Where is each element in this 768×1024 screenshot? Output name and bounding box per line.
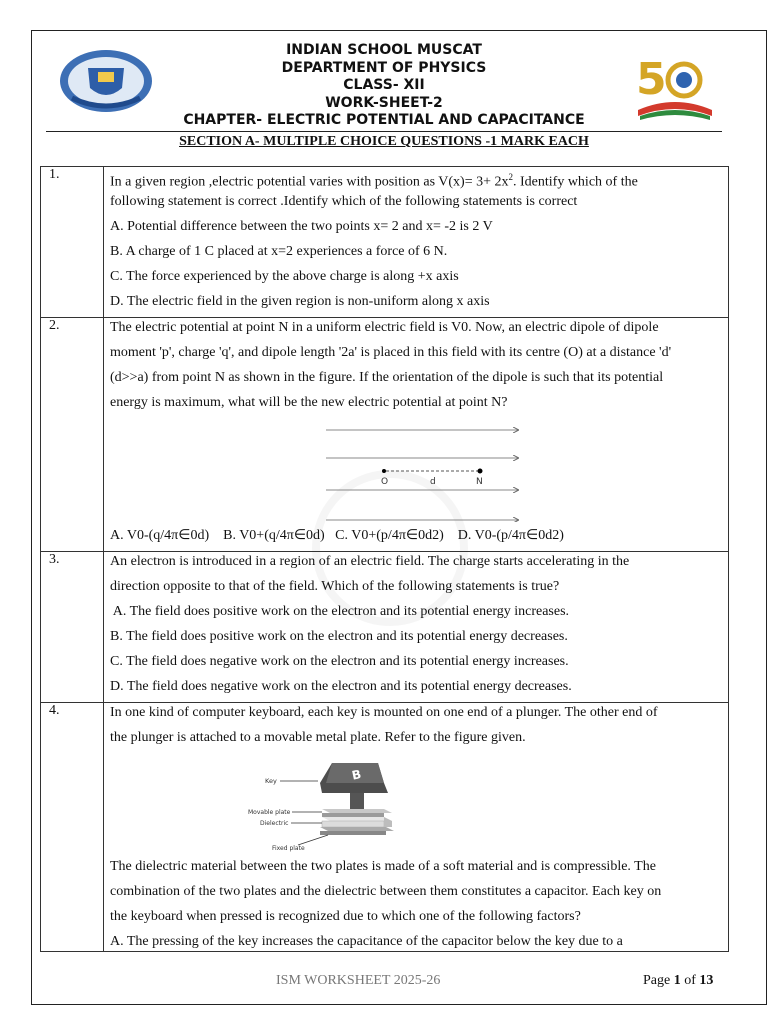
question-number: 4. xyxy=(41,703,104,952)
worksheet-header xyxy=(0,42,768,130)
class-label: CLASS- XII xyxy=(343,77,425,93)
option-c: C. The force experienced by the above charge is along +x axis xyxy=(110,269,459,284)
question-line: The dielectric material between the two plates is made of a soft material and is compressible. The xyxy=(110,859,656,874)
page-total: 13 xyxy=(699,973,714,988)
question-row xyxy=(41,167,729,318)
question-line: The electric potential at point N in a uniform electric field is V0. Now, an electric dipole of dipole xyxy=(110,320,659,335)
plunger xyxy=(350,793,364,809)
dipole-field-figure xyxy=(320,426,530,522)
question-body xyxy=(104,552,729,703)
question-line: In one kind of computer keyboard, each key is mounted on one end of a plunger. The other end of xyxy=(110,705,658,720)
question-row xyxy=(41,318,729,552)
question-number: 1. xyxy=(41,167,104,318)
page-indicator xyxy=(643,973,713,989)
question-line: (d>>a) from point N as shown in the figure. If the orientation of the dipole is such that its potential xyxy=(110,370,664,385)
fixed-plate xyxy=(320,827,394,831)
question-line: the keyboard when pressed is recognized due to which one of the following factors? xyxy=(110,909,581,924)
option-d: D. The field does negative work on the electron and its potential energy decreases. xyxy=(110,679,572,694)
header-divider xyxy=(46,131,722,132)
page-number: 1 xyxy=(673,973,681,988)
question-line: energy is maximum, what will be the new electric potential at point N? xyxy=(110,395,508,410)
question-body xyxy=(104,167,729,318)
page-prefix: Page xyxy=(643,973,674,988)
question-stem-line: following statement is correct .Identify which of the following statements is correct xyxy=(110,194,578,209)
footer-label: ISM WORKSHEET 2025-26 xyxy=(276,973,441,988)
section-title: SECTION A- MULTIPLE CHOICE QUESTIONS -1 MARK EACH xyxy=(179,134,589,149)
question-body xyxy=(104,703,729,952)
question-number: 2. xyxy=(41,318,104,552)
option-a: A. Potential difference between the two points x= 2 and x= -2 is 2 V xyxy=(110,219,493,234)
option-b: B. The field does positive work on the electron and its potential energy decreases. xyxy=(110,629,568,644)
label-o: O xyxy=(381,477,389,487)
key-letter: B xyxy=(350,767,363,783)
label-movable-plate: Movable plate xyxy=(248,809,291,816)
stem-superscript: 2 xyxy=(508,172,513,182)
point-n xyxy=(478,469,483,474)
question-body xyxy=(104,318,729,552)
keyboard-capacitor-figure xyxy=(248,757,408,857)
option-d: D. The electric field in the given region is non-uniform along x axis xyxy=(110,294,490,309)
question-line: combination of the two plates and the dielectric between them constitutes a capacitor. Each key on xyxy=(110,884,662,899)
question-line: direction opposite to that of the field. Which of the following statements is true? xyxy=(110,579,560,594)
question-line: An electron is introduced in a region of an electric field. The charge starts accelerating in the xyxy=(110,554,630,569)
question-row xyxy=(41,552,729,703)
question-line: the plunger is attached to a movable metal plate. Refer to the figure given. xyxy=(110,730,526,745)
label-n: N xyxy=(476,477,483,487)
point-o xyxy=(382,469,386,473)
question-stem xyxy=(110,167,722,192)
questions-table xyxy=(40,166,729,952)
school-name: INDIAN SCHOOL MUSCAT xyxy=(286,42,482,58)
question-row xyxy=(41,703,729,952)
option-a: A. The field does positive work on the electron and its potential energy increases. xyxy=(110,604,570,619)
label-fixed-plate: Fixed plate xyxy=(272,845,305,852)
movable-plate xyxy=(322,809,392,813)
stem-text-cont: . Identify which of the xyxy=(513,174,638,190)
label-d: d xyxy=(430,477,436,487)
dielectric-layer xyxy=(322,817,392,821)
option-c: C. The field does negative work on the electron and its potential energy increases. xyxy=(110,654,569,669)
option-b: B. A charge of 1 C placed at x=2 experiences a force of 6 N. xyxy=(110,244,448,259)
option-a: A. The pressing of the key increases the capacitance of the capacitor below the key due to a xyxy=(110,934,623,949)
stem-text: In a given region ,electric potential varies with position as V(x)= 3+ 2x xyxy=(110,174,509,190)
chapter-title: CHAPTER- ELECTRIC POTENTIAL AND CAPACITANCE xyxy=(183,112,585,128)
question-line: moment 'p', charge 'q', and dipole length '2a' is placed in this field with its centre (O) at a distance 'd' xyxy=(110,345,672,360)
worksheet-label: WORK-SHEET-2 xyxy=(325,94,443,111)
options-line: A. V0-(q/4π∈0d) B. V0+(q/4π∈0d) C. V0+(p/4π∈0d2) D. V0-(p/4π∈0d2) xyxy=(110,528,564,543)
label-dielectric: Dielectric xyxy=(260,820,289,827)
label-key: Key xyxy=(265,777,277,785)
department-name: DEPARTMENT OF PHYSICS xyxy=(281,59,487,76)
svg-text:5: 5 xyxy=(636,54,667,105)
question-number: 3. xyxy=(41,552,104,703)
page-of: of xyxy=(680,973,700,988)
